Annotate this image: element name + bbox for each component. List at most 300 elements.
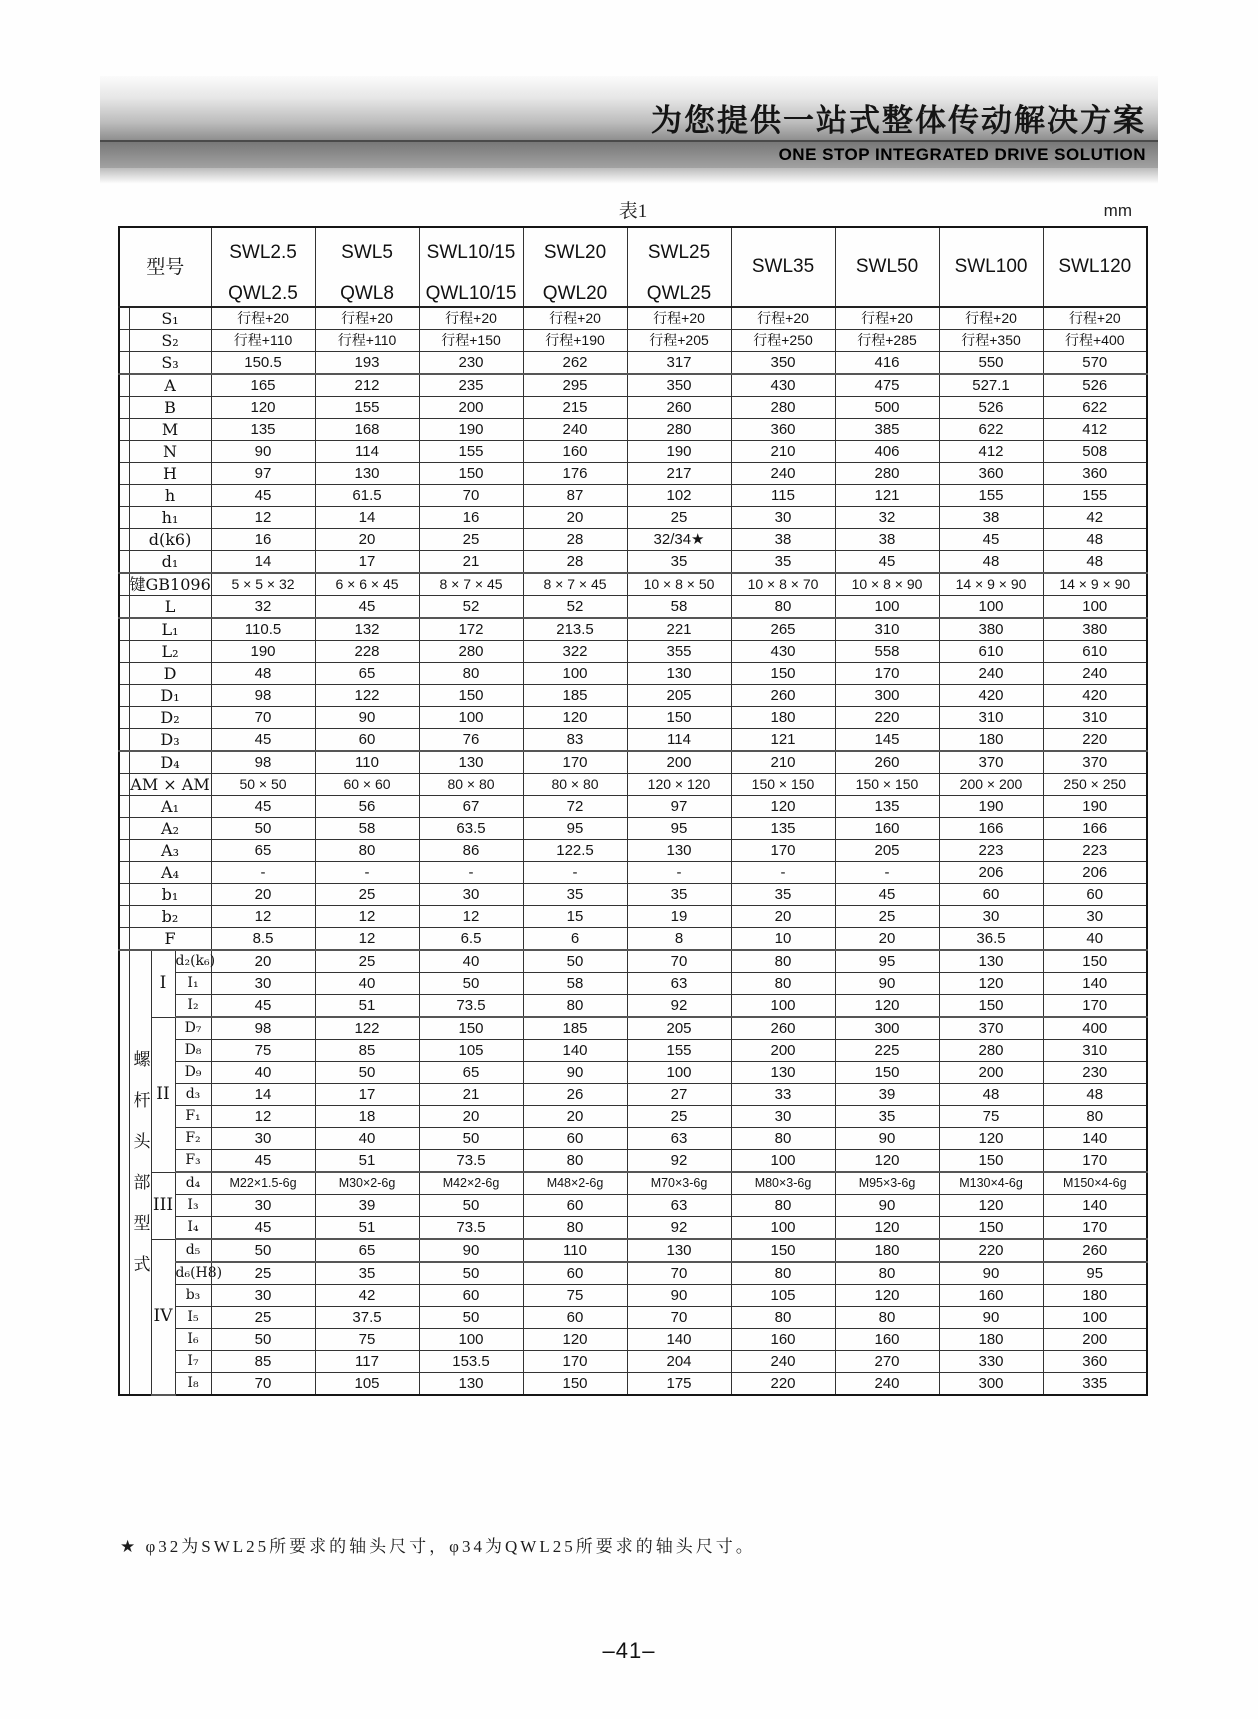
data-cell: 40 (315, 1128, 419, 1150)
gap-cell (119, 685, 129, 707)
row-label: I₇ (175, 1351, 211, 1373)
data-cell: 420 (1043, 685, 1147, 707)
data-cell: 335 (1043, 1373, 1147, 1396)
data-cell: 153.5 (419, 1351, 523, 1373)
data-cell: 380 (1043, 618, 1147, 641)
data-cell: 350 (627, 374, 731, 397)
data-cell: 212 (315, 374, 419, 397)
data-cell: 180 (731, 707, 835, 729)
data-cell: 12 (211, 906, 315, 928)
data-cell: 310 (939, 707, 1043, 729)
gap-cell (119, 840, 129, 862)
data-cell: 122 (315, 685, 419, 707)
data-cell: 150 (835, 1062, 939, 1084)
data-cell: 80 (731, 973, 835, 995)
data-cell: 500 (835, 397, 939, 419)
data-cell: 610 (1043, 641, 1147, 663)
row-label: D₂ (129, 707, 211, 729)
data-cell: 300 (835, 1017, 939, 1040)
data-cell: 72 (523, 796, 627, 818)
data-cell: 130 (731, 1062, 835, 1084)
data-cell: 17 (315, 1084, 419, 1106)
banner-title-english: ONE STOP INTEGRATED DRIVE SOLUTION (778, 145, 1146, 164)
data-cell: 35 (315, 1262, 419, 1285)
data-cell: 60 (523, 1262, 627, 1285)
data-cell: 70 (627, 1262, 731, 1285)
data-cell: 360 (1043, 463, 1147, 485)
row-label: L (129, 596, 211, 619)
data-cell: 90 (939, 1307, 1043, 1329)
data-cell: 220 (939, 1239, 1043, 1262)
data-cell: 100 (835, 596, 939, 619)
table-row (119, 1017, 1147, 1040)
data-cell: 85 (315, 1040, 419, 1062)
data-cell: 25 (211, 1262, 315, 1285)
data-cell: 217 (627, 463, 731, 485)
data-cell: 360 (939, 463, 1043, 485)
data-cell: 20 (523, 507, 627, 529)
data-cell: 190 (939, 796, 1043, 818)
table-row (119, 397, 1147, 419)
data-cell: 33 (731, 1084, 835, 1106)
data-cell: 65 (315, 663, 419, 685)
data-cell: 70 (627, 1307, 731, 1329)
gap-cell (119, 641, 129, 663)
gap-cell (119, 419, 129, 441)
data-cell: 121 (731, 729, 835, 752)
table-row (119, 906, 1147, 928)
data-cell: 行程+250 (731, 330, 835, 352)
data-cell: 30 (939, 906, 1043, 928)
data-cell: 75 (211, 1040, 315, 1062)
row-label: D₇ (175, 1017, 211, 1040)
data-cell: 350 (731, 352, 835, 375)
table-row (119, 663, 1147, 685)
data-cell: 406 (835, 441, 939, 463)
data-cell: 12 (211, 507, 315, 529)
data-cell: 39 (835, 1084, 939, 1106)
gap-cell (119, 374, 129, 397)
data-cell: 40 (211, 1062, 315, 1084)
data-cell: 100 (419, 1329, 523, 1351)
gap-cell (119, 573, 129, 596)
table-row (119, 1373, 1147, 1396)
data-cell: 193 (315, 352, 419, 375)
data-cell: 172 (419, 618, 523, 641)
data-cell: 10 × 8 × 90 (835, 573, 939, 596)
data-cell: 40 (1043, 928, 1147, 951)
data-cell: 50 (211, 1239, 315, 1262)
data-cell: 20 (211, 884, 315, 906)
gap-cell (119, 529, 129, 551)
data-cell: 48 (939, 1084, 1043, 1106)
table-row (119, 950, 1147, 973)
gap-cell (119, 928, 129, 951)
data-cell: 260 (731, 1017, 835, 1040)
data-cell: 30 (1043, 906, 1147, 928)
data-cell: 80 × 80 (523, 774, 627, 796)
data-cell: M95×3-6g (835, 1172, 939, 1195)
data-cell: 80 (731, 950, 835, 973)
data-cell: 26 (523, 1084, 627, 1106)
data-cell: 280 (939, 1040, 1043, 1062)
data-cell: 80 (731, 1195, 835, 1217)
data-cell: 36.5 (939, 928, 1043, 951)
column-header (211, 227, 315, 307)
data-cell: 100 (419, 707, 523, 729)
data-cell: 150 (523, 1373, 627, 1396)
data-cell: 50 × 50 (211, 774, 315, 796)
row-label: d₆(H8) (175, 1262, 211, 1285)
corner-header: 型号 (119, 227, 211, 307)
column-header (1043, 227, 1147, 307)
table-row (119, 1150, 1147, 1173)
gap-cell (119, 707, 129, 729)
data-cell: 110 (315, 751, 419, 774)
data-cell: 170 (1043, 995, 1147, 1018)
data-cell: 75 (523, 1285, 627, 1307)
data-cell: 70 (211, 1373, 315, 1396)
group-label: IV (151, 1239, 175, 1395)
row-label: F₂ (175, 1128, 211, 1150)
data-cell: 30 (731, 1106, 835, 1128)
data-cell: 220 (835, 707, 939, 729)
data-cell: 223 (939, 840, 1043, 862)
data-cell: M42×2-6g (419, 1172, 523, 1195)
data-cell: 225 (835, 1040, 939, 1062)
data-cell: 86 (419, 840, 523, 862)
data-cell: 135 (211, 419, 315, 441)
data-cell: 45 (315, 596, 419, 619)
data-cell: 73.5 (419, 1150, 523, 1173)
data-cell: 416 (835, 352, 939, 375)
data-cell: 90 (211, 441, 315, 463)
data-cell: 120 (523, 1329, 627, 1351)
data-cell: 60 (315, 729, 419, 752)
data-cell: 8 (627, 928, 731, 951)
gap-cell (119, 818, 129, 840)
data-cell: 155 (419, 441, 523, 463)
data-cell: 100 (1043, 596, 1147, 619)
data-cell: 行程+190 (523, 330, 627, 352)
data-cell: 16 (419, 507, 523, 529)
gap-cell (119, 330, 129, 352)
data-cell: 262 (523, 352, 627, 375)
data-cell: 63.5 (419, 818, 523, 840)
table-row (119, 884, 1147, 906)
data-cell: 120 (835, 1285, 939, 1307)
data-cell: 420 (939, 685, 1043, 707)
table-row (119, 1351, 1147, 1373)
data-cell: 170 (1043, 1150, 1147, 1173)
data-cell: 168 (315, 419, 419, 441)
row-label: A (129, 374, 211, 397)
data-cell: 10 × 8 × 70 (731, 573, 835, 596)
data-cell: 370 (939, 1017, 1043, 1040)
data-cell: 行程+285 (835, 330, 939, 352)
data-cell: 160 (939, 1285, 1043, 1307)
data-cell: 527.1 (939, 374, 1043, 397)
data-cell: 67 (419, 796, 523, 818)
data-cell: 80 (523, 995, 627, 1018)
data-cell: 28 (523, 529, 627, 551)
data-cell: 100 (1043, 1307, 1147, 1329)
gap-cell (119, 507, 129, 529)
gap-cell (119, 663, 129, 685)
table-row (119, 973, 1147, 995)
data-cell: 25 (211, 1307, 315, 1329)
data-cell: 14 (211, 551, 315, 574)
data-cell: 412 (1043, 419, 1147, 441)
row-label: I₁ (175, 973, 211, 995)
data-cell: 100 (523, 663, 627, 685)
data-cell: 30 (211, 1128, 315, 1150)
data-cell: 190 (627, 441, 731, 463)
data-cell: 160 (835, 1329, 939, 1351)
data-cell: 65 (419, 1062, 523, 1084)
data-cell: 204 (627, 1351, 731, 1373)
row-label: D₉ (175, 1062, 211, 1084)
data-cell: 32 (211, 596, 315, 619)
data-cell: 120 (835, 1150, 939, 1173)
model-name-swl: SWL20 (543, 241, 607, 263)
row-label: h₁ (129, 507, 211, 529)
data-cell: 135 (731, 818, 835, 840)
data-cell: 行程+20 (315, 307, 419, 330)
page-number: –41– (602, 1638, 656, 1663)
table-row (119, 419, 1147, 441)
data-cell: 60 (523, 1307, 627, 1329)
data-cell: 310 (1043, 707, 1147, 729)
row-label: H (129, 463, 211, 485)
data-cell: 32/34★ (627, 529, 731, 551)
data-cell: - (523, 862, 627, 884)
data-cell: 100 (731, 995, 835, 1018)
data-cell: 380 (939, 618, 1043, 641)
table-row (119, 729, 1147, 752)
data-cell: 行程+20 (835, 307, 939, 330)
data-cell: 150 (419, 463, 523, 485)
row-label: b₂ (129, 906, 211, 928)
data-cell: 63 (627, 1128, 731, 1150)
row-label: D (129, 663, 211, 685)
data-cell: 58 (523, 973, 627, 995)
data-cell: 140 (1043, 1128, 1147, 1150)
data-cell: 38 (835, 529, 939, 551)
table-row (119, 818, 1147, 840)
data-cell: 120 (939, 1128, 1043, 1150)
data-cell: 20 (419, 1106, 523, 1128)
data-cell: 行程+20 (523, 307, 627, 330)
data-cell: 35 (627, 551, 731, 574)
data-cell: - (627, 862, 731, 884)
column-header (731, 227, 835, 307)
banner-title-chinese: 为您提供一站式整体传动解决方案 (651, 103, 1146, 138)
section-label: 螺杆头部型式 (129, 950, 151, 1395)
unit-label: mm (1103, 201, 1132, 220)
data-cell: 45 (211, 995, 315, 1018)
data-cell: 120 (939, 1195, 1043, 1217)
data-cell: 97 (627, 796, 731, 818)
data-cell: 150 (939, 1217, 1043, 1240)
data-cell: 260 (1043, 1239, 1147, 1262)
table-row (119, 307, 1147, 330)
data-cell: 80 (1043, 1106, 1147, 1128)
table-row (119, 596, 1147, 619)
table-row (119, 928, 1147, 951)
data-cell: 45 (211, 729, 315, 752)
data-cell: 200 (731, 1040, 835, 1062)
data-cell: 223 (1043, 840, 1147, 862)
data-cell: 15 (523, 906, 627, 928)
model-name-swl: SWL120 (1058, 256, 1132, 277)
data-cell: 280 (835, 463, 939, 485)
data-cell: M30×2-6g (315, 1172, 419, 1195)
table-row (119, 441, 1147, 463)
data-cell: 14 × 9 × 90 (1043, 573, 1147, 596)
data-cell: 38 (939, 507, 1043, 529)
data-cell: 120 (939, 973, 1043, 995)
data-cell: 80 (731, 1128, 835, 1150)
data-cell: 60 (419, 1285, 523, 1307)
data-cell: 48 (1043, 529, 1147, 551)
data-cell: 185 (523, 1017, 627, 1040)
data-cell: 60 (939, 884, 1043, 906)
data-cell: 52 (523, 596, 627, 619)
data-cell: 32 (835, 507, 939, 529)
row-label: 键GB1096 (129, 575, 211, 594)
data-cell: 8.5 (211, 928, 315, 951)
data-cell: 56 (315, 796, 419, 818)
data-cell: 35 (731, 884, 835, 906)
group-label: II (151, 1017, 175, 1172)
group-label: I (151, 950, 175, 1017)
data-cell: 130 (627, 840, 731, 862)
data-cell: 117 (315, 1351, 419, 1373)
data-cell: - (731, 862, 835, 884)
gap-cell (119, 906, 129, 928)
data-cell: 300 (835, 685, 939, 707)
gap-cell (119, 729, 129, 752)
data-cell: 95 (523, 818, 627, 840)
data-cell: 51 (315, 1150, 419, 1173)
data-cell: 8 × 7 × 45 (523, 573, 627, 596)
table-row (119, 352, 1147, 375)
data-cell: 570 (1043, 352, 1147, 375)
row-label: S₁ (129, 307, 211, 330)
data-cell: 280 (419, 641, 523, 663)
data-cell: 12 (315, 906, 419, 928)
data-cell: 610 (939, 641, 1043, 663)
data-cell: 45 (939, 529, 1043, 551)
table-row (119, 1106, 1147, 1128)
gap-cell (119, 862, 129, 884)
row-label: d₁ (129, 551, 211, 574)
gap-cell (119, 950, 129, 1395)
data-cell: 20 (835, 928, 939, 951)
row-label: D₃ (129, 729, 211, 752)
data-cell: 170 (835, 663, 939, 685)
group-label: III (151, 1172, 175, 1239)
data-cell: 475 (835, 374, 939, 397)
banner-gray-strip (100, 140, 1158, 168)
data-cell: 12 (419, 906, 523, 928)
data-cell: 150 × 150 (835, 774, 939, 796)
table-row (119, 463, 1147, 485)
data-cell: 132 (315, 618, 419, 641)
table-row (119, 330, 1147, 352)
data-cell: 122.5 (523, 840, 627, 862)
data-cell: 95 (1043, 1262, 1147, 1285)
data-cell: 8 × 7 × 45 (419, 573, 523, 596)
row-label: F (129, 928, 211, 951)
data-cell: 105 (419, 1040, 523, 1062)
data-cell: 98 (211, 751, 315, 774)
data-cell: 120 (731, 796, 835, 818)
data-cell: 280 (627, 419, 731, 441)
data-cell: 45 (835, 884, 939, 906)
data-cell: 48 (939, 551, 1043, 574)
data-cell: 166 (1043, 818, 1147, 840)
row-label: A₁ (129, 796, 211, 818)
data-cell: 50 (211, 818, 315, 840)
data-cell: 360 (1043, 1351, 1147, 1373)
data-cell: 63 (627, 973, 731, 995)
data-cell: 92 (627, 1150, 731, 1173)
table-row (119, 774, 1147, 796)
data-cell: 40 (419, 950, 523, 973)
data-cell: 60 (523, 1195, 627, 1217)
data-cell: 265 (731, 618, 835, 641)
data-cell: 50 (419, 973, 523, 995)
data-cell: 28 (523, 551, 627, 574)
data-cell: 30 (731, 507, 835, 529)
data-cell: 230 (1043, 1062, 1147, 1084)
data-cell: 21 (419, 551, 523, 574)
data-cell: 98 (211, 685, 315, 707)
model-name-qwl: QWL8 (340, 282, 394, 304)
row-label: L₁ (129, 618, 211, 641)
data-cell: 100 (731, 1150, 835, 1173)
data-cell: 114 (315, 441, 419, 463)
data-cell: 90 (419, 1239, 523, 1262)
row-label: I₈ (175, 1373, 211, 1396)
data-cell: 221 (627, 618, 731, 641)
data-cell: 121 (835, 485, 939, 507)
table-row (119, 374, 1147, 397)
data-cell: 155 (315, 397, 419, 419)
data-cell: 17 (315, 551, 419, 574)
data-cell: 150 (627, 707, 731, 729)
data-cell: 25 (835, 906, 939, 928)
data-cell: 200 (939, 1062, 1043, 1084)
data-cell: 310 (835, 618, 939, 641)
data-cell: 180 (939, 729, 1043, 752)
row-label: N (129, 441, 211, 463)
gap-cell (119, 796, 129, 818)
row-label: D₄ (129, 751, 211, 774)
data-cell: 90 (835, 1128, 939, 1150)
data-cell: 100 (939, 596, 1043, 619)
row-label: d₃ (175, 1084, 211, 1106)
row-label: d(k6) (129, 529, 211, 551)
data-cell: 行程+20 (211, 307, 315, 330)
data-cell: 10 × 8 × 50 (627, 573, 731, 596)
data-cell: 70 (211, 707, 315, 729)
gap-cell (119, 397, 129, 419)
data-cell: 120 × 120 (627, 774, 731, 796)
data-cell: 80 (731, 596, 835, 619)
